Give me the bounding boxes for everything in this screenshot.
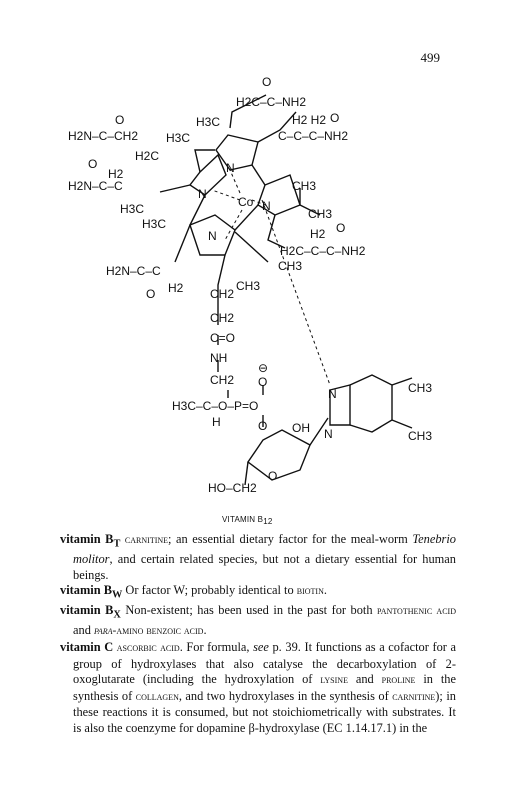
headword-subscript: X: [113, 609, 121, 621]
page-number: 499: [420, 50, 440, 65]
label-n-right: N: [262, 199, 271, 213]
label-o-low: O: [146, 287, 156, 301]
label-h3c-left2: H3C: [142, 217, 167, 231]
entry-headword: [60, 583, 123, 601]
entry-text: Non-existent; has been used in the past for both: [120, 603, 378, 618]
cross-reference: carnitine: [392, 690, 436, 703]
label-o-sugar: O: [268, 469, 278, 483]
entry-headword: [60, 532, 121, 550]
label-h3c-mid: H3C: [166, 131, 191, 145]
cross-reference: lysine: [320, 674, 348, 687]
label-ch2-3: CH2: [210, 373, 235, 387]
label-n-top: N: [226, 161, 235, 175]
headword-text: vitamin B: [60, 583, 112, 598]
entry-vitamin-bw: [60, 583, 456, 603]
entry-headword: [60, 603, 121, 621]
label-h2c-c-nh2: H2C–C–NH2: [236, 95, 307, 109]
cross-reference: pantothenic acid: [377, 605, 456, 618]
label-n-left: N: [198, 187, 207, 201]
label-h2c-c-c-nh2: H2C–C–C–NH2: [280, 244, 366, 258]
entry-vitamin-bx: [60, 603, 456, 640]
label-h2-low: H2: [168, 281, 184, 295]
label-ch3-right2: CH3: [308, 207, 333, 221]
label-nh: NH: [210, 351, 228, 365]
entry-text: p. 39. It functions as a cofactor for a group of hydroxylases that also catalyse the decarboxylation of 2-oxoglutarate (including the hydroxylation of: [73, 639, 456, 687]
coordination-bonds: [212, 170, 333, 385]
label-ch3-right1: CH3: [292, 179, 317, 193]
label-ch3-bzim-bottom: CH3: [408, 429, 433, 443]
label-h2-h2: H2 H2: [292, 113, 327, 127]
label-h2n-c-c-low: H2N–C–C: [106, 264, 161, 278]
label-ch2-1: CH2: [210, 287, 235, 301]
entry-vitamin-bt: [60, 532, 456, 583]
entry-text: .: [323, 583, 327, 598]
label-h2c-left: H2C: [135, 149, 160, 163]
headword-text: vitamin B: [60, 603, 114, 618]
entry-text: and: [347, 672, 382, 687]
cross-reference: -amino benzoic acid: [112, 625, 204, 638]
label-oh: OH: [292, 421, 310, 435]
label-o-left2: O: [88, 157, 98, 171]
label-minus: ⊖: [258, 361, 269, 375]
label-o-right: O: [336, 221, 346, 235]
caption-sub: 12: [263, 517, 273, 526]
label-h3c-top: H3C: [196, 115, 221, 129]
headword-subscript: W: [111, 589, 123, 601]
label-o-top: O: [262, 75, 272, 89]
label-ch3-right3: CH3: [278, 259, 303, 273]
entry-text: Or factor W; probably identical to: [122, 583, 297, 598]
entry-vitamin-c: [60, 640, 456, 737]
see-reference: see: [253, 639, 269, 654]
label-h3c-left: H3C: [120, 202, 145, 216]
entry-text: ); in these reactions it is consumed, but not stoichiometrically with substrates. It is also the coenzyme for dopamine β-hydroxylase (EC 1.14.17.1) in the: [73, 688, 456, 735]
label-n-bzim-top: N: [328, 387, 337, 401]
label-o-phos-bottom: O: [258, 419, 268, 433]
entry-text: .: [203, 623, 207, 638]
label-cc-nh2: C–C–C–NH2: [278, 129, 349, 143]
label-h2-left: H2: [108, 167, 124, 181]
label-o-right-top: O: [330, 111, 340, 125]
cross-reference: proline: [381, 674, 416, 687]
cross-reference: carnitine: [124, 534, 169, 546]
entry-text: . For formula,: [179, 639, 254, 654]
label-h2n-c-ch2: H2N–C–CH2: [68, 129, 139, 143]
label-h3c-c-o-p-o: H3C–C–O–P=O: [172, 399, 259, 413]
label-n-bzim-bottom: N: [324, 427, 333, 441]
headword-text: vitamin B: [60, 532, 114, 546]
species-name: Tenebrio molitor: [73, 532, 456, 567]
entry-text: ; an essential dietary factor for the meal-worm: [168, 532, 413, 546]
label-h-phos: H: [212, 415, 221, 429]
label-ch2-2: CH2: [210, 311, 235, 325]
label-h2n-c-c: H2N–C–C: [68, 179, 123, 193]
label-ch3-low: CH3: [236, 279, 261, 293]
label-n-bottom: N: [208, 229, 217, 243]
cross-reference: ascorbic acid: [116, 641, 180, 654]
entry-text: and: [73, 623, 94, 638]
entry-headword: vitamin C: [60, 639, 114, 654]
label-co: Co: [238, 195, 254, 209]
label-o-left: O: [115, 113, 125, 127]
cross-reference: collagen: [135, 690, 179, 703]
cross-reference: biotin: [296, 585, 324, 598]
label-c-o: C=O: [210, 331, 236, 345]
headword-subscript: T: [113, 538, 121, 550]
label-h2-right: H2: [310, 227, 326, 241]
label-ch3-bzim-top: CH3: [408, 381, 433, 395]
entry-text: in the synthesis of: [73, 672, 456, 703]
label-o-phos-top: O: [258, 375, 268, 389]
caption-main: VITAMIN B: [222, 515, 264, 524]
entry-text: , and two hydroxylases in the synthesis of: [178, 688, 393, 703]
entry-text: , and certain related species, but not a dietary essential for human beings.: [73, 552, 456, 582]
label-ho-ch2: HO–CH2: [208, 481, 257, 495]
figure-caption: [222, 515, 273, 526]
dictionary-entries: [60, 532, 456, 737]
cross-reference-italic: para: [94, 625, 113, 638]
structure-bonds: [160, 95, 412, 485]
